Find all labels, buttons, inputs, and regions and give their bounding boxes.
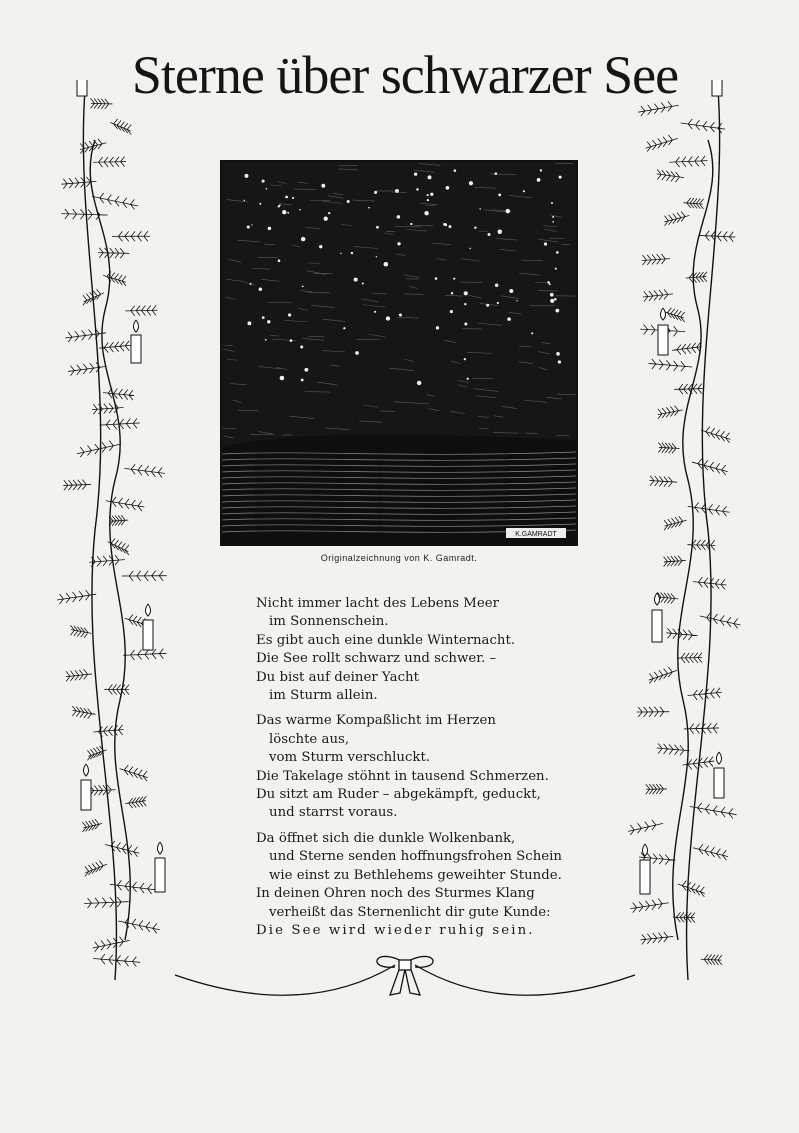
bottom-ribbon-bow [55, 935, 755, 1015]
poem-line: vom Sturm verschluckt. [269, 750, 431, 766]
right-fir-branch-border [628, 80, 748, 1000]
poem [256, 595, 576, 940]
poem-line: und Sterne senden hoffnungsfrohen Schein [269, 849, 562, 865]
candle-icon [81, 764, 91, 810]
illustration-caption: Originalzeichnung von K. Gamradt. [320, 553, 478, 563]
candle-icon [652, 593, 662, 642]
poem-line: Nicht immer lacht des Lebens Meer [256, 596, 499, 611]
starry-sky-sea-drawing [222, 162, 576, 544]
poem-line: Die See rollt schwarz und schwer. – [256, 651, 497, 667]
poem-line: und starrst voraus. [269, 805, 398, 821]
candle-icon [658, 308, 668, 355]
page-title: Sterne über schwarzer See [131, 45, 679, 105]
left-fir-branch-border [55, 80, 175, 1000]
candle-icon [714, 752, 724, 798]
poem-line: In deinen Ohren noch des Sturmes Klang [256, 886, 535, 902]
poem-line: im Sonnenschein. [269, 614, 389, 630]
candle-icon [143, 604, 153, 650]
poem-line: verheißt das Sternenlicht dir gute Kunde: [269, 904, 551, 920]
candle-icon [77, 80, 87, 96]
poem-line: löschte aus, [269, 731, 350, 747]
artist-signature: K.GAMRADT [515, 531, 557, 538]
poem-line: Da öffnet sich die dunkle Wolkenbank, [256, 830, 516, 846]
poem-line: wie einst zu Bethlehems geweihter Stunde. [269, 867, 562, 883]
poem-line: im Sturm allein. [269, 688, 378, 704]
poem-line: Du sitzt am Ruder – abgekämpft, geduckt, [256, 787, 541, 803]
candle-icon [640, 844, 650, 894]
poem-line: Du bist auf deiner Yacht [256, 669, 419, 685]
poem-line: Es gibt auch eine dunkle Winternacht. [256, 632, 516, 648]
starry-night-illustration [220, 160, 578, 546]
candle-icon [712, 80, 722, 96]
poem-line: Die Takelage stöhnt in tausend Schmerzen. [256, 768, 549, 784]
candle-icon [155, 842, 165, 892]
poem-line: Das warme Kompaßlicht im Herzen [256, 713, 496, 729]
poem-line: Die See wird wieder ruhig sein. [256, 922, 535, 938]
candle-icon [131, 320, 141, 363]
